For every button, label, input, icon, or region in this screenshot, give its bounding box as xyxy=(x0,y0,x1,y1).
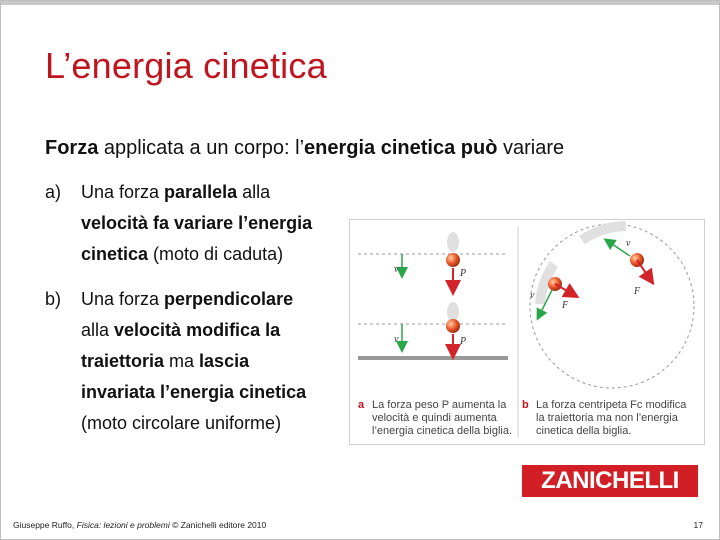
item-a-bold: velocità fa variare l’energia xyxy=(81,213,313,233)
item-b-bold: lascia xyxy=(199,351,250,371)
caption-a-line-1: La forza peso P aumenta la xyxy=(372,399,507,411)
slide-title: L’energia cinetica xyxy=(45,45,327,86)
velocity-label: v xyxy=(394,334,399,345)
item-a-line-1 xyxy=(45,177,312,208)
item-b-bold: perpendicolare xyxy=(164,289,294,309)
page-number: 17 xyxy=(693,520,703,530)
logo-text: ZANICHELLI xyxy=(541,467,679,494)
panel-a xyxy=(358,232,508,360)
list-item-a xyxy=(45,177,312,270)
velocity-label: v xyxy=(530,290,535,301)
physics-figure xyxy=(349,219,705,445)
item-b-marker: b) xyxy=(45,289,62,309)
item-a-text: alla xyxy=(237,182,271,202)
force-label: F xyxy=(562,300,569,311)
footer-publisher: © Zanichelli editore 2010 xyxy=(169,520,267,530)
force-label: F xyxy=(634,286,641,297)
velocity-label: v xyxy=(394,264,399,275)
caption-a-line-2: velocità e quindi aumenta xyxy=(372,412,497,424)
panel-b xyxy=(530,224,694,388)
item-b-text: (moto circolare uniforme) xyxy=(81,413,282,433)
motion-blur-icon xyxy=(447,232,459,252)
motion-blur-icon xyxy=(582,226,626,240)
item-b-text: alla xyxy=(81,320,115,340)
zanichelli-logo xyxy=(522,465,698,497)
footer-author: Giuseppe Ruffo, xyxy=(13,520,77,530)
velocity-label: v xyxy=(626,238,631,249)
caption-a-letter: a xyxy=(358,399,365,411)
subtitle-bold-3: energia cinetica può xyxy=(304,137,498,159)
caption-b-line-2: la traiettoria ma non l’energia xyxy=(536,412,678,424)
list-item-b xyxy=(45,284,306,439)
subtitle-bold-1: Forza xyxy=(45,137,99,159)
caption-b-line-1: La forza centripeta Fc modifica xyxy=(536,399,687,411)
subtitle-text-4: variare xyxy=(497,137,565,159)
item-a-marker: a) xyxy=(45,182,62,202)
item-b-bold: velocità modifica la xyxy=(114,320,281,340)
subtitle-text-2: applicata a un corpo: l’ xyxy=(98,137,305,159)
item-a-line-3 xyxy=(45,239,312,270)
ball-icon xyxy=(446,319,460,333)
item-b-line-5 xyxy=(45,408,306,439)
weight-label: P xyxy=(460,336,467,347)
physics-figure-svg xyxy=(350,220,704,444)
circular-path xyxy=(530,224,694,388)
centripetal-arrow-icon xyxy=(637,260,652,282)
slide-top-border xyxy=(1,1,719,5)
item-b-line-2 xyxy=(45,315,306,346)
item-a-line-2 xyxy=(45,208,312,239)
item-b-line-1 xyxy=(45,284,306,315)
item-a-bold: parallela xyxy=(164,182,238,202)
ground-line xyxy=(358,356,508,360)
item-b-text: ma xyxy=(164,351,200,371)
caption-b-letter: b xyxy=(522,399,529,411)
footer-book-title: Fisica: lezioni e problemi xyxy=(76,520,170,530)
item-b-line-4 xyxy=(45,377,306,408)
item-b-bold: traiettoria xyxy=(81,351,165,371)
item-b-bold: invariata l’energia cinetica xyxy=(81,382,307,402)
item-a-text: (moto di caduta) xyxy=(148,244,284,264)
footer-credit xyxy=(13,520,266,530)
item-b-line-3 xyxy=(45,346,306,377)
slide-subtitle xyxy=(45,137,564,160)
caption-b-line-3: cinetica della biglia. xyxy=(536,425,632,437)
item-b-text: Una forza xyxy=(81,289,165,309)
item-a-text: Una forza xyxy=(81,182,165,202)
weight-label: P xyxy=(460,268,467,279)
caption-a-line-3: l’energia cinetica della biglia. xyxy=(372,425,513,437)
item-a-bold: cinetica xyxy=(81,244,149,264)
ball-icon xyxy=(446,253,460,267)
